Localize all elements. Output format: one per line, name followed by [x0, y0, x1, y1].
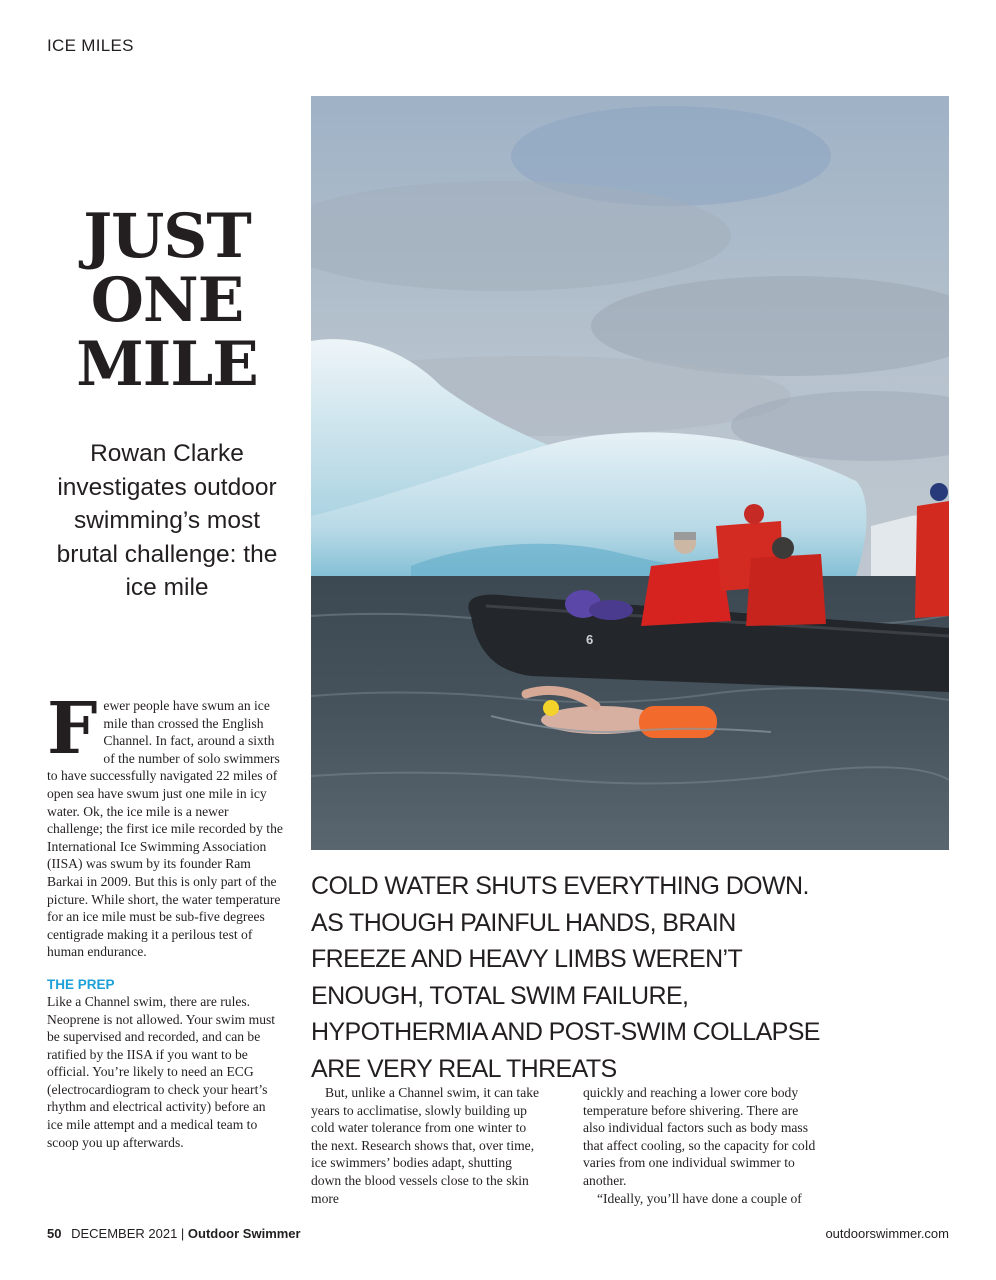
- body-column-2: [311, 1084, 543, 1207]
- headline-line: JUST: [83, 201, 251, 272]
- magazine-name: Outdoor Swimmer: [187, 1226, 301, 1241]
- pull-quote: COLD WATER SHUTS EVERYTHING DOWN. AS THOUGH PAINFUL HANDS, BRAIN FREEZE AND HEAVY LIMBS WEREN’T ENOUGH, TOTAL SWIM FAILURE, HYPOTHERMIA AND POST-SWIM COLLAPSE ARE VERY REAL THREATS: [311, 872, 820, 1083]
- body-column-1: [47, 686, 283, 1151]
- headline-line: MILE: [76, 329, 258, 400]
- issue-date: DECEMBER 2021 |: [71, 1226, 185, 1241]
- body-paragraph: “Ideally, you’ll have done a couple of: [597, 1190, 802, 1206]
- body-paragraph: quickly and reaching a lower core body temperature before shivering. There are also individual factors such as body mass that affect cooling, so the capacity for cold varies from one individual swimmer to another.: [583, 1085, 816, 1188]
- body-paragraph: But, unlike a Channel swim, it can take years to acclimatise, slowly building up cold water tolerance from one winter to the next. Research shows that, over time, ice swimmers’ bodies adapt, shutting down the blood vessels close to the skin more: [311, 1085, 540, 1206]
- page-number: 50: [47, 1226, 62, 1241]
- boat-number: 6: [586, 632, 594, 647]
- headline: [47, 201, 287, 400]
- body-column-3: [583, 1084, 823, 1207]
- article-photo: [311, 96, 949, 850]
- footer-website: outdoorswimmer.com: [825, 1226, 949, 1241]
- drop-cap: F: [47, 686, 98, 770]
- subhead-the-prep: THE PREP: [47, 976, 115, 992]
- standfirst: Rowan Clarke investigates outdoor swimming’s most brutal challenge: the ice mile: [56, 440, 278, 601]
- section-tag: ICE MILES: [47, 36, 134, 55]
- intro-text: ewer people have swum an ice mile than crossed the English Channel. In fact, around a sixth of the number of solo swimmers to have successfully navigated 22 miles of open sea have swum just one mile in icy water. Ok, the ice mile is a newer challenge; the first ice mile recorded by the International Ice Swimming Association (IISA) was swum by its founder Ram Barkai in 2009. But this is only part of the picture. While short, the water temperature for an ice mile must be sub-five degrees centigrade making it a perilous test of human endurance.: [47, 698, 283, 960]
- prep-paragraph: Like a Channel swim, there are rules. Neoprene is not allowed. Your swim must be supervised and recorded, and can be ratified by the IISA if you want to be official. You’re likely to need an ECG (electrocardiogram to check your heart’s rhythm and electrical activity) before an ice mile attempt and a medical team to scoop you up afterwards.: [47, 993, 276, 1150]
- headline-line: ONE: [90, 265, 244, 336]
- intro-paragraph: [47, 686, 283, 961]
- footer-folio: [47, 1226, 301, 1241]
